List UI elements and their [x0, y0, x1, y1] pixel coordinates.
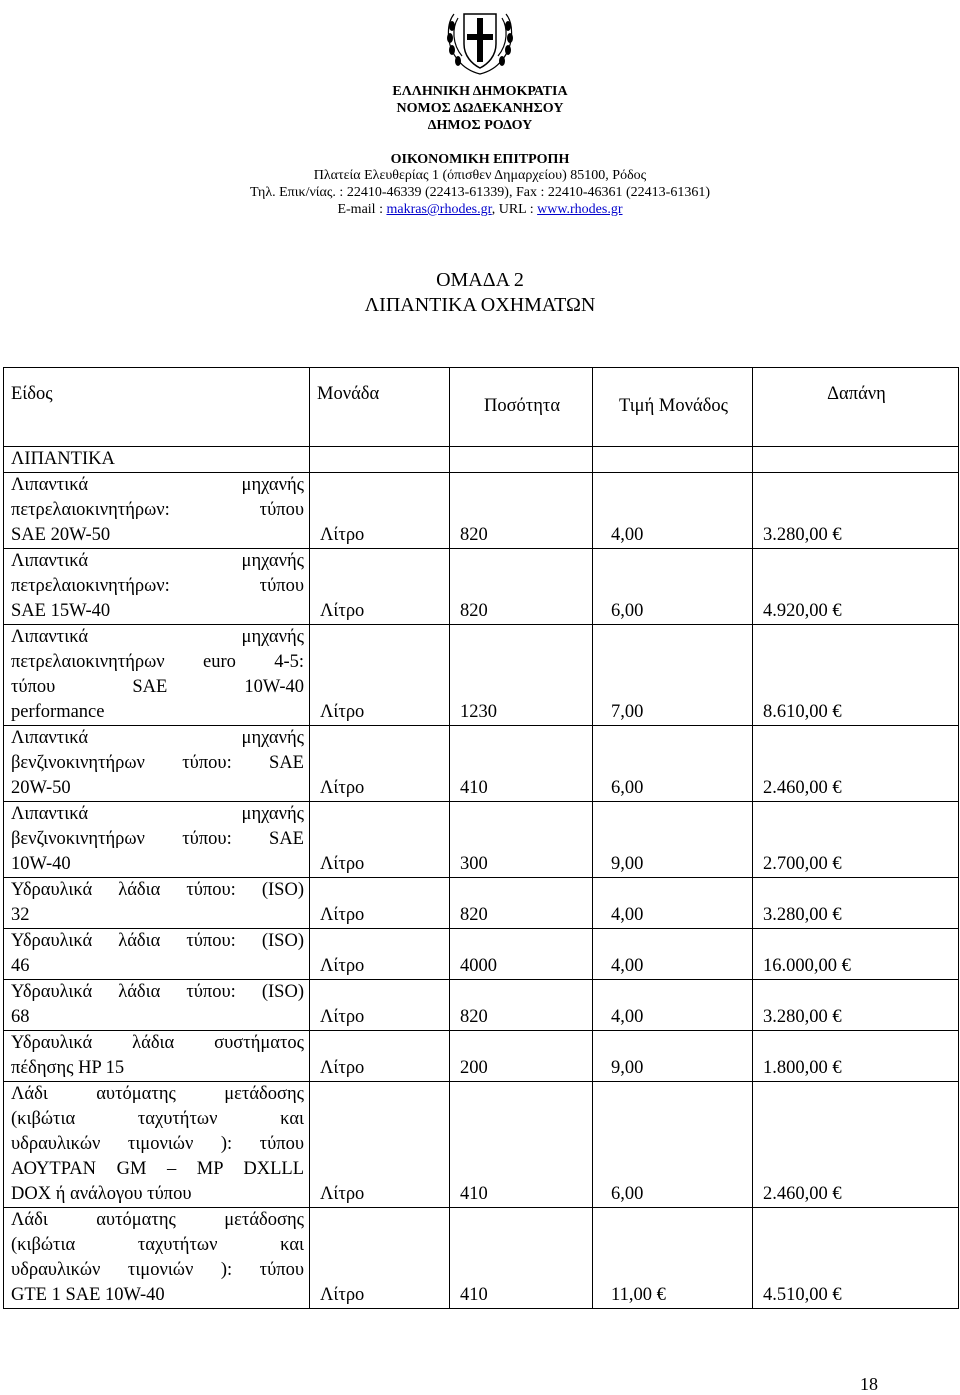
description-line: ΑΟΥΤΡΑΝ GM – MP DXLLL [11, 1159, 304, 1179]
item-unit: Λίτρο [310, 726, 450, 802]
header-municipality: ΔΗΜΟΣ ΡΟΔΟΥ [427, 118, 533, 133]
item-cost: 8.610,00 € [753, 625, 959, 726]
header-contact [0, 202, 960, 218]
description-line: GTE 1 SAE 10W-40 [11, 1285, 165, 1305]
item-description [4, 802, 310, 878]
item-cost: 2.700,00 € [753, 802, 959, 878]
header-unit-price: Τιμή Μονάδος [593, 368, 753, 447]
item-unit-price: 11,00 € [593, 1208, 753, 1309]
item-quantity: 410 [450, 1208, 593, 1309]
item-unit-price: 4,00 [593, 473, 753, 549]
table-row [4, 473, 959, 549]
table-row [4, 1031, 959, 1082]
description-line: Υδραυλικά λάδια συστήματος [11, 1033, 304, 1053]
description-line: SAE 20W-50 [11, 525, 111, 545]
item-quantity: 410 [450, 1082, 593, 1208]
website-link[interactable]: www.rhodes.gr [537, 202, 623, 217]
item-quantity: 4000 [450, 929, 593, 980]
item-unit: Λίτρο [310, 980, 450, 1031]
header-prefecture: ΝΟΜΟΣ ΔΩΔΕΚΑΝΗΣΟΥ [396, 101, 564, 116]
item-quantity: 820 [450, 980, 593, 1031]
description-line: Λάδι αυτόματης μετάδοσης [11, 1210, 304, 1230]
description-line: βενζινοκινητήρων τύπου: SAE [11, 753, 304, 773]
email-label: E-mail : [337, 202, 387, 217]
item-description [4, 473, 310, 549]
description-line: υδραυλικών τιμονιών ): τύπου [11, 1134, 304, 1154]
header-cost: Δαπάνη [753, 368, 959, 447]
item-description [4, 1031, 310, 1082]
group-subtitle: ΛΙΠΑΝΤΙΚΑ ΟΧΗΜΑΤΩΝ [364, 294, 596, 316]
description-line: πετρελαιοκινητήρων: τύπου [11, 576, 304, 596]
item-description [4, 1082, 310, 1208]
table-row [4, 802, 959, 878]
category-row [4, 447, 959, 473]
item-description [4, 878, 310, 929]
header-phones: Τηλ. Επικ/νίας. : 22410-46339 (22413-61339), Fax : 22410-46361 (22413-61361) [249, 185, 711, 200]
description-line: Υδραυλικά λάδια τύπου: (ISO) [11, 931, 304, 951]
header-unit: Μονάδα [310, 368, 450, 447]
item-cost: 2.460,00 € [753, 726, 959, 802]
table-row [4, 878, 959, 929]
item-description [4, 929, 310, 980]
description-line: 46 [11, 956, 30, 976]
item-unit: Λίτρο [310, 878, 450, 929]
page-number: 18 [860, 1374, 878, 1394]
greek-coat-of-arms-emblem [440, 6, 520, 78]
item-unit-price: 7,00 [593, 625, 753, 726]
item-unit-price: 4,00 [593, 929, 753, 980]
header-address: Πλατεία Ελευθερίας 1 (όπισθεν Δημαρχείου) 85100, Ρόδος [313, 168, 647, 183]
header-committee: ΟΙΚΟΝΟΜΙΚΗ ΕΠΙΤΡΟΠΗ [390, 152, 570, 167]
item-cost: 4.920,00 € [753, 549, 959, 625]
table-row [4, 1082, 959, 1208]
description-line: (κιβώτια ταχυτήτων και [11, 1235, 304, 1255]
item-quantity: 410 [450, 726, 593, 802]
item-quantity: 300 [450, 802, 593, 878]
item-unit-price: 4,00 [593, 878, 753, 929]
item-cost: 2.460,00 € [753, 1082, 959, 1208]
description-line: τύπου SAE 10W-40 [11, 677, 304, 697]
price-table [3, 367, 959, 1309]
item-unit: Λίτρο [310, 473, 450, 549]
item-cost: 3.280,00 € [753, 878, 959, 929]
item-cost: 3.280,00 € [753, 980, 959, 1031]
description-line: Λιπαντικά μηχανής [11, 627, 304, 647]
table-row [4, 549, 959, 625]
header-quantity: Ποσότητα [450, 368, 593, 447]
item-unit: Λίτρο [310, 625, 450, 726]
group-title: ΟΜΑΔΑ 2 [436, 269, 524, 291]
item-unit: Λίτρο [310, 802, 450, 878]
description-line: Λιπαντικά μηχανής [11, 551, 304, 571]
item-unit: Λίτρο [310, 1208, 450, 1309]
table-row [4, 625, 959, 726]
category-label: ΛΙΠΑΝΤΙΚΑ [4, 447, 310, 473]
item-cost: 4.510,00 € [753, 1208, 959, 1309]
item-unit: Λίτρο [310, 549, 450, 625]
table-row [4, 726, 959, 802]
description-line: Λιπαντικά μηχανής [11, 728, 304, 748]
item-unit-price: 6,00 [593, 549, 753, 625]
item-description [4, 1208, 310, 1309]
description-line: υδραυλικών τιμονιών ): τύπου [11, 1260, 304, 1280]
item-description [4, 549, 310, 625]
description-line: DOX ή ανάλογου τύπου [11, 1184, 192, 1204]
table-row [4, 929, 959, 980]
item-quantity: 820 [450, 549, 593, 625]
item-quantity: 200 [450, 1031, 593, 1082]
description-line: 32 [11, 905, 30, 925]
item-unit: Λίτρο [310, 1031, 450, 1082]
description-line: 20W-50 [11, 778, 71, 798]
item-unit-price: 6,00 [593, 1082, 753, 1208]
table-row [4, 1208, 959, 1309]
email-link[interactable]: makras@rhodes.gr [386, 202, 492, 217]
item-quantity: 820 [450, 473, 593, 549]
description-line: Υδραυλικά λάδια τύπου: (ISO) [11, 880, 304, 900]
description-line: πετρελαιοκινητήρων: τύπου [11, 500, 304, 520]
item-unit-price: 9,00 [593, 802, 753, 878]
description-line: Λιπαντικά μηχανής [11, 804, 304, 824]
header-item: Είδος [4, 368, 310, 447]
item-quantity: 1230 [450, 625, 593, 726]
item-unit: Λίτρο [310, 929, 450, 980]
item-unit-price: 6,00 [593, 726, 753, 802]
description-line: Υδραυλικά λάδια τύπου: (ISO) [11, 982, 304, 1002]
item-unit: Λίτρο [310, 1082, 450, 1208]
description-line: (κιβώτια ταχυτήτων και [11, 1109, 304, 1129]
item-description [4, 726, 310, 802]
item-cost: 16.000,00 € [753, 929, 959, 980]
description-line: πετρελαιοκινητήρων euro 4-5: [11, 652, 304, 672]
description-line: βενζινοκινητήρων τύπου: SAE [11, 829, 304, 849]
description-line: Λάδι αυτόματης μετάδοσης [11, 1084, 304, 1104]
table-row [4, 980, 959, 1031]
item-cost: 3.280,00 € [753, 473, 959, 549]
item-description [4, 980, 310, 1031]
item-quantity: 820 [450, 878, 593, 929]
description-line: 10W-40 [11, 854, 71, 874]
description-line: Λιπαντικά μηχανής [11, 475, 304, 495]
table-header-row [4, 368, 959, 447]
item-description [4, 625, 310, 726]
header-republic: ΕΛΛΗΝΙΚΗ ΔΗΜΟΚΡΑΤΙΑ [392, 84, 568, 99]
item-unit-price: 4,00 [593, 980, 753, 1031]
description-line: 68 [11, 1007, 30, 1027]
description-line: performance [11, 702, 105, 722]
description-line: πέδησης HP 15 [11, 1058, 125, 1078]
url-label: , URL : [491, 202, 538, 217]
description-line: SAE 15W-40 [11, 601, 111, 621]
item-cost: 1.800,00 € [753, 1031, 959, 1082]
item-unit-price: 9,00 [593, 1031, 753, 1082]
